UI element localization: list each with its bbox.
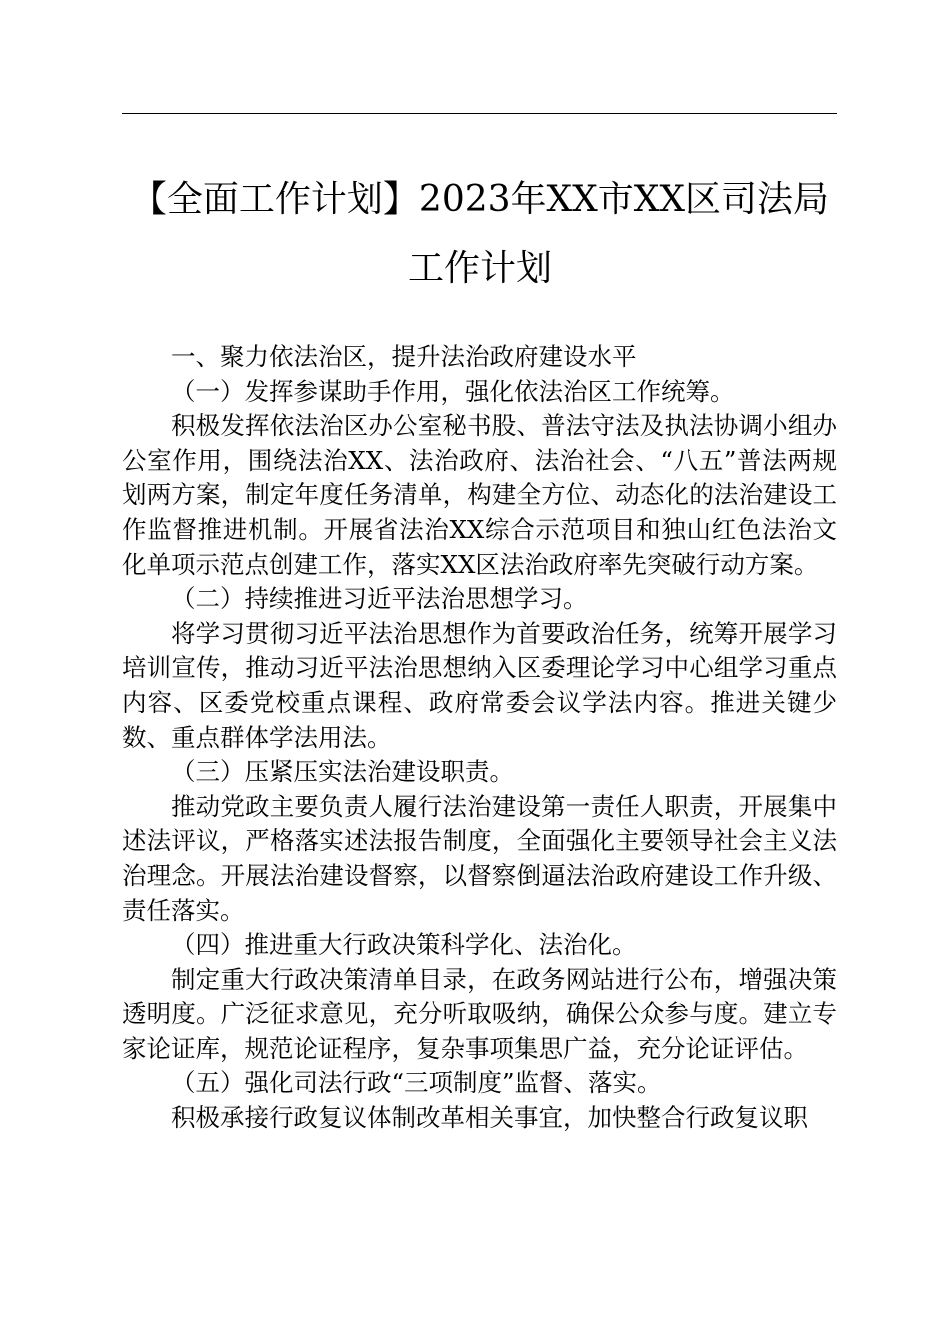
paragraph: 制定重大行政决策清单目录，在政务网站进行公布，增强决策透明度。广泛征求意见，充分听取吸纳，确保公众参与度。建立专家论证库，规范论证程序，复杂事项集思广益，充分论证评估。 [122, 964, 837, 1063]
header-rule [122, 113, 837, 114]
document-title-line-1: 【全面工作计划】2023年XX市XX区司法局 [130, 179, 830, 220]
document-title-line-2: 工作计划 [407, 248, 552, 289]
subsection-heading: （一）发挥参谋助手作用，强化依法治区工作统筹。 [171, 376, 735, 406]
subsection-heading: （三）压紧压实法治建设职责。 [171, 757, 514, 787]
subsection-heading: （四）推进重大行政决策科学化、法治化。 [171, 930, 637, 960]
subsection-heading: （五）强化司法行政“三项制度”监督、落实。 [171, 1068, 662, 1098]
paragraph: 积极承接行政复议体制改革相关事宜，加快整合行政复议职 [171, 1103, 808, 1133]
paragraph: 将学习贯彻习近平法治思想作为首要政治任务，统筹开展学习培训宣传，推动习近平法治思想纳入区委理论学习中心组学习重点内容、区委党校重点课程、政府常委会议学法内容。推进关键少数、重点群体学法用法。 [122, 618, 837, 752]
subsection-heading: （二）持续推进习近平法治思想学习。 [171, 584, 588, 614]
section-heading: 一、聚力依法治区，提升法治政府建设水平 [171, 342, 637, 371]
paragraph: 推动党政主要负责人履行法治建设第一责任人职责，开展集中述法评议，严格落实述法报告制度，全面强化主要领导社会主义法治理念。开展法治建设督察，以督察倒逼法治政府建设工作升级、责任落实。 [122, 791, 837, 925]
document-body [122, 340, 837, 1136]
paragraph: 积极发挥依法治区办公室秘书股、普法守法及执法协调小组办公室作用，围绕法治XX、法治政府、法治社会、“八五”普法两规划两方案，制定年度任务清单，构建全方位、动态化的法治建设工作监督推进机制。开展省法治XX综合示范项目和独山红色法治文化单项示范点创建工作，落实XX区法治政府率先突破行动方案。 [122, 411, 837, 579]
